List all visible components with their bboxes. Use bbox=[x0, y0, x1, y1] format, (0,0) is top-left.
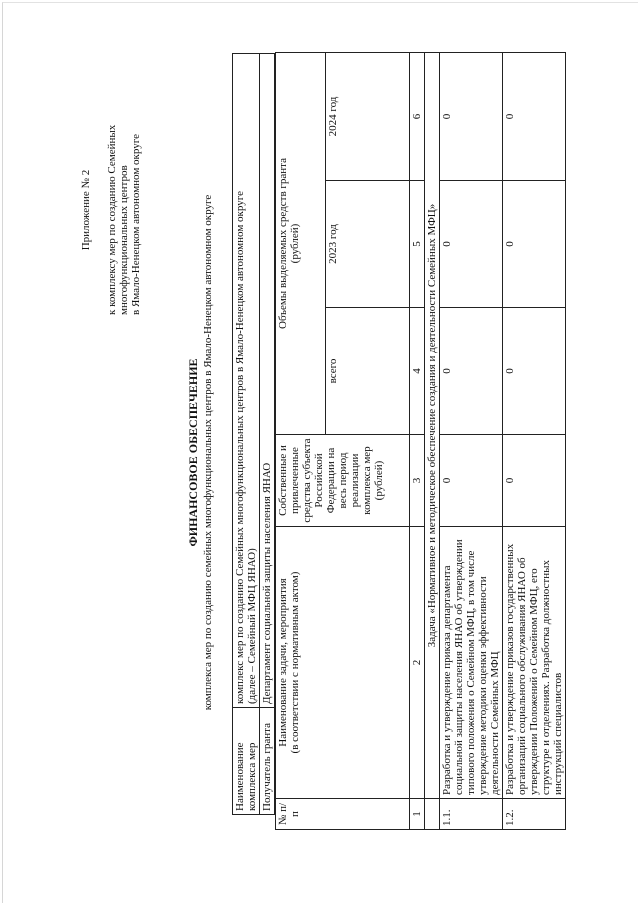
row-number: 1.2. bbox=[503, 799, 566, 830]
row-2024: 0 bbox=[440, 52, 503, 180]
row-2023: 0 bbox=[503, 181, 566, 308]
info-value-complex-line1: комплекс мер по созданию Семейных многофункциональных центров в Ямало-Ненецком автономном округе bbox=[234, 191, 246, 704]
row-2024: 0 bbox=[503, 52, 566, 180]
col-number-5: 5 bbox=[410, 181, 425, 308]
col-number-1: 1 bbox=[410, 799, 425, 830]
row-2023: 0 bbox=[440, 181, 503, 308]
task-title: Задача «Нормативное и методическое обеспечение создания и деятельности Семейных МФЦ» bbox=[425, 52, 440, 798]
info-row-complex bbox=[233, 54, 260, 815]
row-own-funds: 0 bbox=[440, 435, 503, 527]
document-title: ФИНАНСОВОЕ ОБЕСПЕЧЕНИЕ bbox=[186, 358, 200, 547]
col-number-6: 6 bbox=[410, 52, 425, 180]
info-value-complex-line2: (далее – Семейный МФЦ ЯНАО) bbox=[246, 548, 258, 704]
header-row-1 bbox=[276, 52, 326, 829]
info-table bbox=[232, 53, 275, 815]
task-row bbox=[425, 52, 440, 829]
header-name bbox=[276, 527, 410, 799]
info-value-recipient: Департамент социальной защиты населения ЯНАО bbox=[260, 54, 275, 708]
appendix-number: Приложение № 2 bbox=[80, 169, 92, 251]
appendix-line-2: многофункциональных центров bbox=[118, 165, 130, 315]
header-name-line1: Наименование задачи, мероприятия bbox=[277, 578, 289, 747]
header-grant-volume-line1: Объемы выделяемых средств гранта bbox=[277, 158, 289, 329]
header-name-line2: (в соответствии с нормативным актом) bbox=[289, 571, 301, 754]
header-own-funds: Собственные и привлеченные средства субъекта Российской Федерации на весь период реализации комплекса мер (рублей) bbox=[276, 435, 410, 527]
row-name: Разработка и утверждение приказа департамента социальной защиты населения ЯНАО об утверждении типового положения о Семейном МФЦ, в том числе утверждение методики оценки эффективности деятельности Семейных МФЦ bbox=[440, 527, 503, 799]
header-grant-volume-line2: (рублей) bbox=[289, 223, 301, 264]
appendix-line-1: к комплексу мер по созданию Семейных bbox=[106, 124, 118, 315]
task-number-cell bbox=[425, 799, 440, 830]
row-number: 1.1. bbox=[440, 799, 503, 830]
row-total: 0 bbox=[503, 308, 566, 435]
row-total: 0 bbox=[440, 308, 503, 435]
header-grant-volume bbox=[276, 52, 326, 434]
row-name: Разработка и утверждение приказов государственных организаций социального обслуживания ЯНАО об утверждении Положений о Семейном МФЦ, его структуре и отделениях. Разработка должностных инструкций специалистов bbox=[503, 527, 566, 799]
info-value-complex bbox=[233, 54, 260, 708]
header-number: № п/п bbox=[276, 799, 410, 830]
col-number-2: 2 bbox=[410, 527, 425, 799]
col-number-4: 4 bbox=[410, 308, 425, 435]
header-total: всего bbox=[326, 308, 410, 435]
document-subtitle: комплекса мер по созданию семейных многофункциональных центров в Ямало-Ненецком автономном округе bbox=[202, 194, 214, 711]
header-2024: 2024 год bbox=[326, 52, 410, 180]
info-label-recipient: Получатель гранта bbox=[260, 708, 275, 815]
row-own-funds: 0 bbox=[503, 435, 566, 527]
column-number-row bbox=[410, 52, 425, 829]
appendix-block bbox=[80, 105, 142, 315]
header-2023: 2023 год bbox=[326, 181, 410, 308]
info-label-complex: Наименование комплекса мер bbox=[233, 708, 260, 815]
info-row-recipient bbox=[260, 54, 275, 815]
col-number-3: 3 bbox=[410, 435, 425, 527]
appendix-line-3: в Ямало-Ненецком автономном округе bbox=[130, 133, 142, 315]
table-row bbox=[503, 52, 566, 829]
table-row bbox=[440, 52, 503, 829]
finance-table bbox=[275, 52, 566, 830]
